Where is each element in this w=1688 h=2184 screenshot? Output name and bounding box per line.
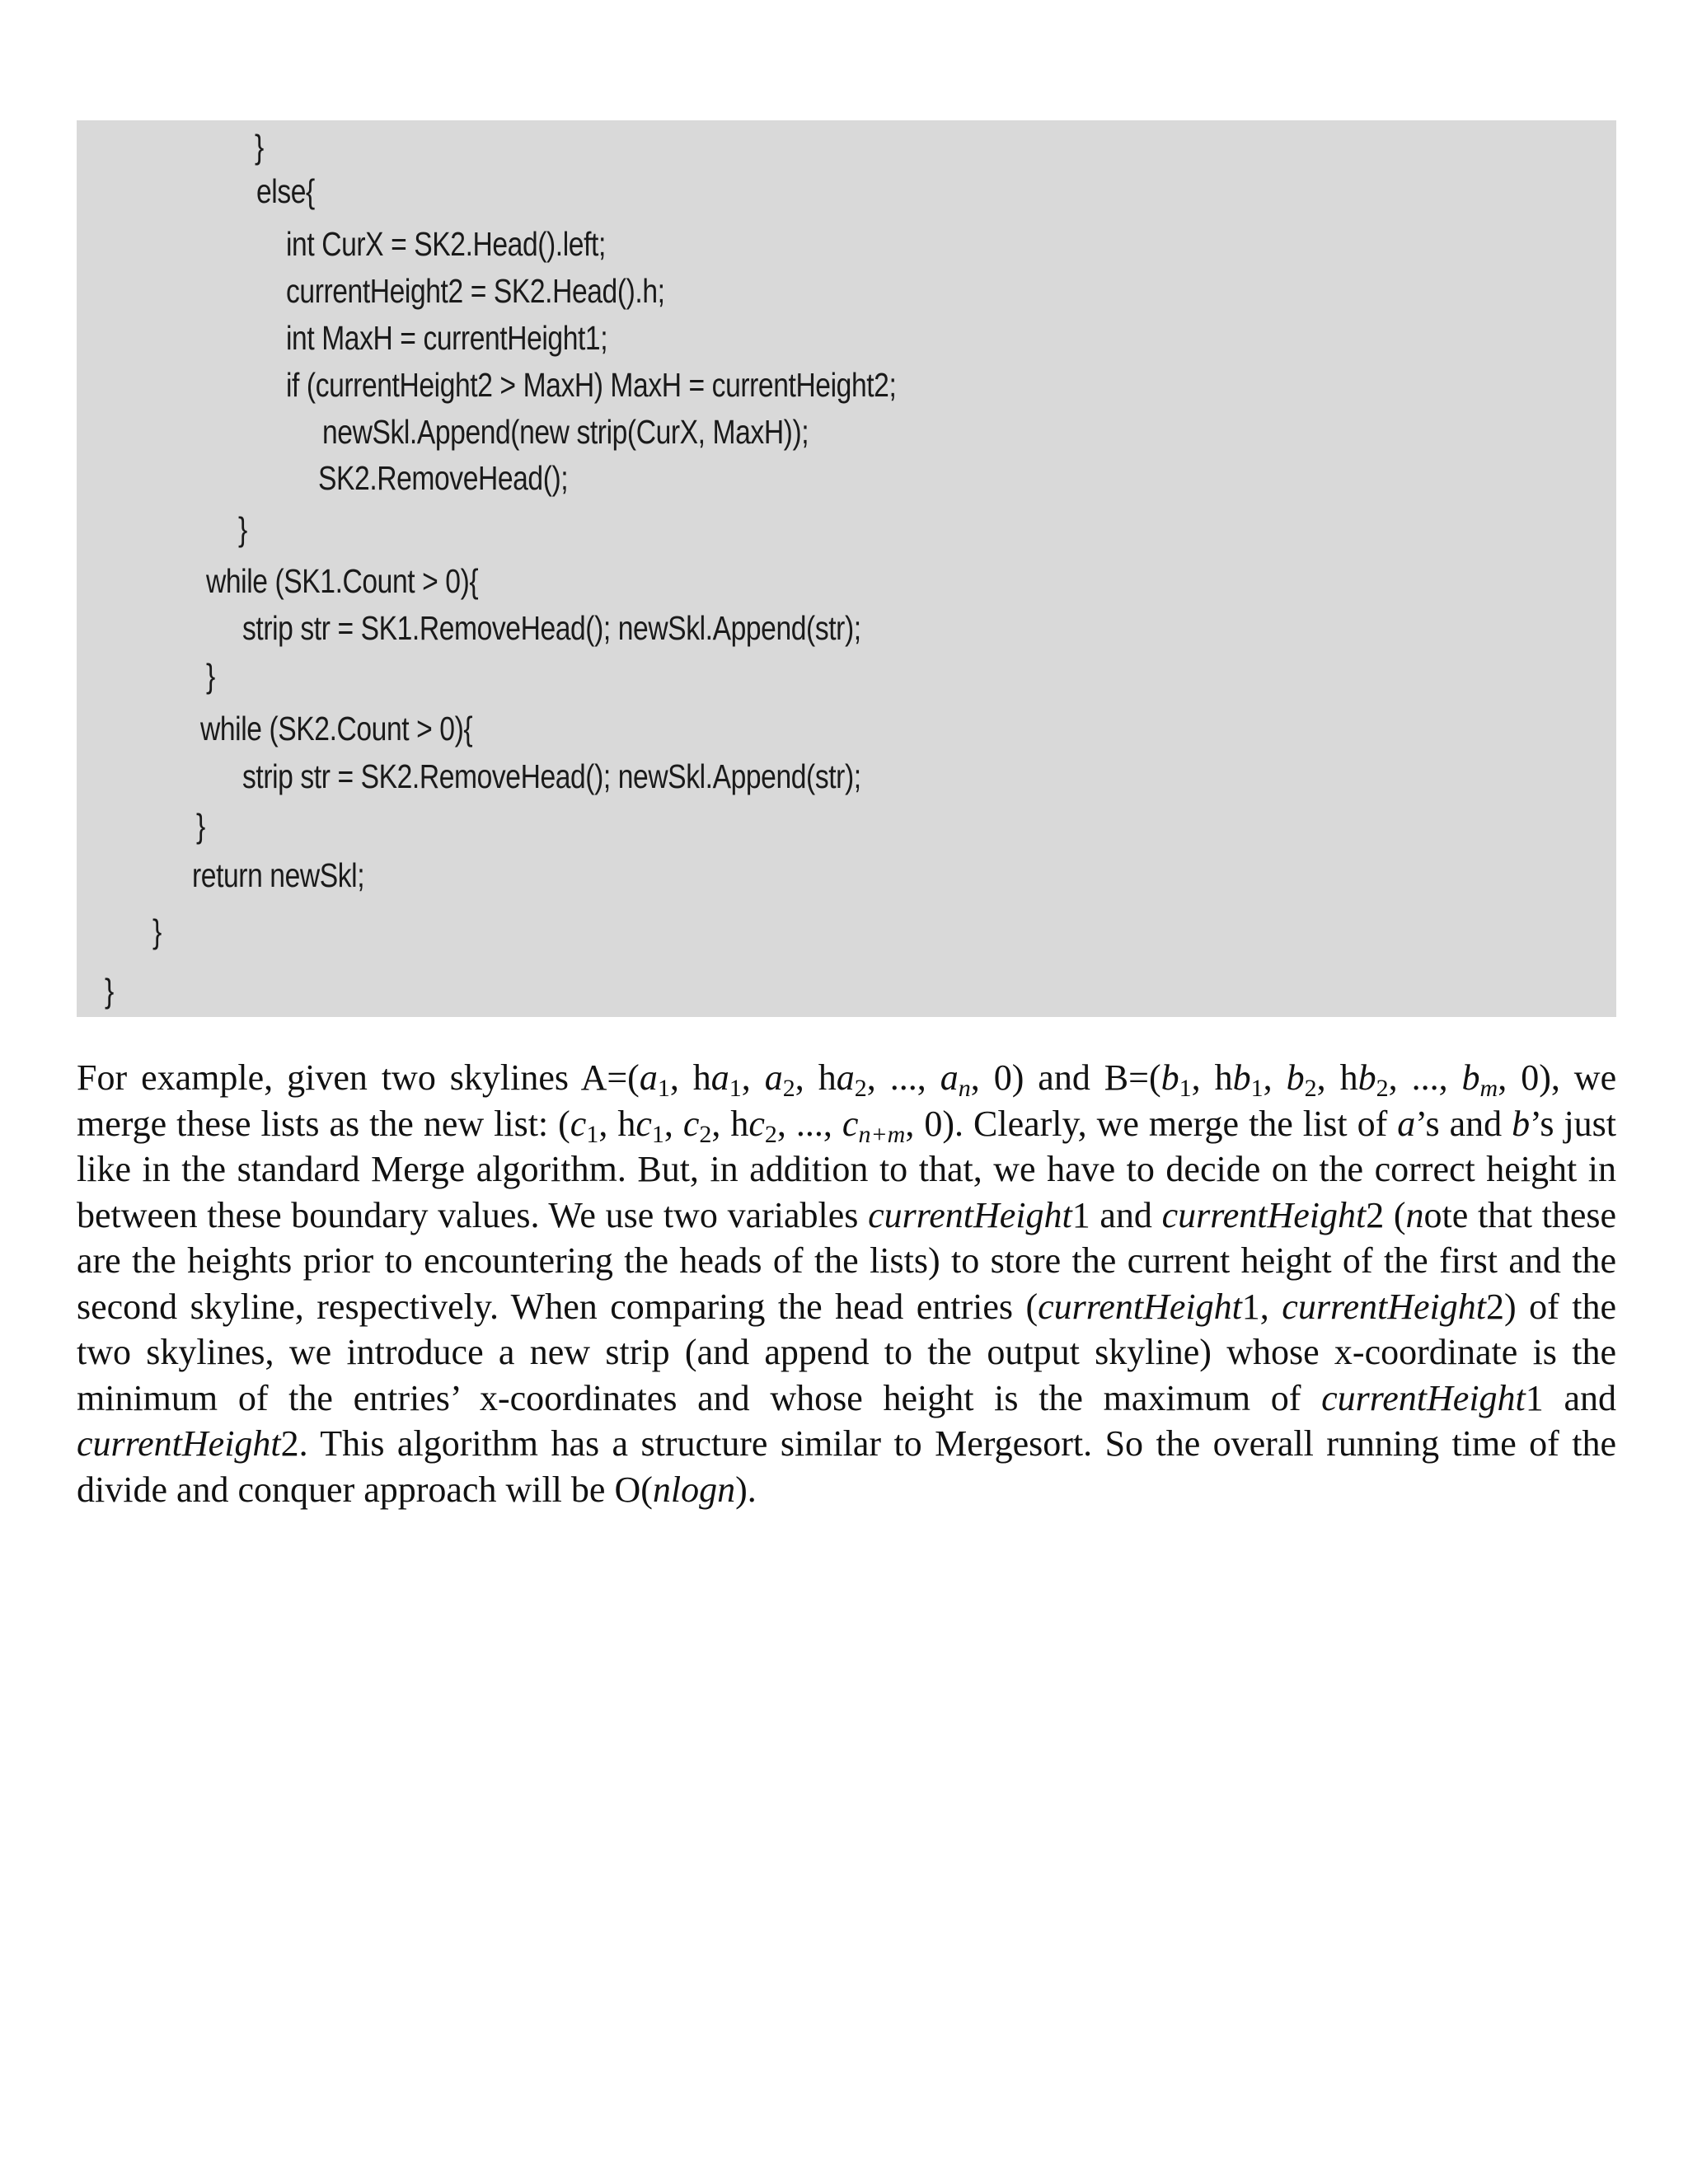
code-line: int CurX = SK2.Head().left;: [286, 225, 606, 263]
subscript: 2: [764, 1120, 777, 1148]
subscript: [1480, 1075, 1498, 1102]
text-run: ).: [735, 1469, 757, 1510]
text-run: ’s just like in the standard Merge algorithm. But, in addition to that, we have to decide on the correct height in between these boundary values. We use two variables: [77, 1103, 1617, 1235]
math-var: n: [958, 1075, 971, 1102]
text-run: ’s and: [1415, 1103, 1512, 1144]
code-line: }: [105, 972, 114, 1010]
subscript: 2: [699, 1120, 712, 1148]
text-run: , h: [1191, 1057, 1233, 1098]
math-var: a: [1397, 1103, 1416, 1144]
text-run: , 0). Clearly, we merge the list of: [905, 1103, 1398, 1144]
text-run: ,: [741, 1057, 765, 1098]
variable-name: currentHeight: [1321, 1377, 1526, 1418]
italic-letter: n: [1405, 1194, 1424, 1235]
text-run: For example, given two skylines A=(: [77, 1057, 640, 1098]
explanation-paragraph: [77, 1055, 1616, 1512]
code-line: else{: [256, 172, 315, 210]
text-run: , h: [1316, 1057, 1358, 1098]
subscript: 2: [1376, 1075, 1389, 1102]
math-var: b: [1232, 1057, 1251, 1098]
math-var: b: [1286, 1057, 1305, 1098]
variable-name: currentHeight: [77, 1423, 281, 1464]
subscript: 1: [1250, 1075, 1264, 1102]
text-run: , ...,: [866, 1057, 940, 1098]
subscript: 1: [1179, 1075, 1192, 1102]
text-run: ,: [663, 1103, 683, 1144]
math-var: c: [748, 1103, 765, 1144]
subscript: 1: [651, 1120, 664, 1148]
text-run: 2 (: [1366, 1194, 1406, 1235]
code-line: }: [255, 128, 264, 166]
subscript: 1: [729, 1075, 742, 1102]
text-run: ,: [1263, 1057, 1287, 1098]
subscript: [959, 1075, 971, 1102]
code-line: strip str = SK2.RemoveHead(); newSkl.Append(str);: [242, 757, 861, 795]
text-run: , ...,: [1388, 1057, 1462, 1098]
subscript: 1: [657, 1075, 670, 1102]
math-var: c: [682, 1103, 700, 1144]
math-var: b: [1357, 1057, 1376, 1098]
subscript: 2: [854, 1075, 867, 1102]
text-run: , 0), we merge these lists as the new list: (: [77, 1057, 1617, 1144]
math-var: a: [639, 1057, 658, 1098]
subscript: 2: [1304, 1075, 1317, 1102]
code-line: }: [196, 807, 205, 845]
text-run: , 0) and B=(: [970, 1057, 1161, 1098]
code-line: strip str = SK1.RemoveHead(); newSkl.Append(str);: [242, 609, 861, 647]
code-line: }: [206, 657, 215, 695]
text-run: , h: [795, 1057, 837, 1098]
code-line: int MaxH = currentHeight1;: [286, 319, 608, 357]
math-var: c: [635, 1103, 652, 1144]
math-var: a: [836, 1057, 855, 1098]
math-var: c: [570, 1103, 587, 1144]
subscript: 2: [782, 1075, 795, 1102]
code-line: newSkl.Append(new strip(CurX, MaxH));: [322, 413, 809, 451]
text-run: 1,: [1241, 1286, 1282, 1327]
math-var: b: [1461, 1057, 1480, 1098]
subscript: [858, 1121, 905, 1148]
code-line: while (SK1.Count > 0){: [206, 562, 479, 600]
code-line: while (SK2.Count > 0){: [200, 710, 473, 748]
text-run: 2) of the two skylines, we introduce a new strip (and append to the output skyline) whose x-coordinate is the minimum of the entries’ x-coordinates and whose height is the maximum of: [77, 1286, 1617, 1418]
math-var: b: [1160, 1057, 1179, 1098]
subscript: 1: [586, 1120, 599, 1148]
math-var: n+m: [858, 1120, 906, 1148]
code-line: }: [152, 912, 162, 950]
math-var: b: [1512, 1103, 1531, 1144]
code-line: if (currentHeight2 > MaxH) MaxH = currentHeight2;: [286, 366, 897, 404]
variable-name: currentHeight: [1282, 1286, 1486, 1327]
variable-name: currentHeight: [1038, 1286, 1242, 1327]
math-var: m: [1479, 1075, 1498, 1102]
code-line: currentHeight2 = SK2.Head().h;: [286, 272, 665, 310]
code-line: return newSkl;: [192, 856, 365, 894]
code-line: }: [238, 510, 247, 548]
text-run: , h: [711, 1103, 749, 1144]
code-line: SK2.RemoveHead();: [318, 459, 569, 497]
complexity-term: nlogn: [652, 1469, 736, 1510]
variable-name: currentHeight: [868, 1194, 1072, 1235]
text-run: 2. This algorithm has a structure similar to Mergesort. So the overall running time of the divide and conquer approach will be O(: [77, 1423, 1616, 1510]
text-run: ote that these are the heights prior to encountering the heads of the lists) to store the current height of the first and the second skyline, respectively. When comparing the head entries (: [77, 1194, 1617, 1327]
math-var: a: [940, 1057, 959, 1098]
math-var: a: [710, 1057, 729, 1098]
text-run: 1 and: [1525, 1377, 1617, 1418]
text-run: , h: [598, 1103, 636, 1144]
text-run: 1 and: [1071, 1194, 1162, 1235]
math-var: c: [842, 1103, 859, 1144]
text-run: , ...,: [776, 1103, 842, 1144]
code-listing-image: [77, 120, 1616, 1017]
variable-name: currentHeight: [1161, 1194, 1367, 1235]
math-var: a: [764, 1057, 783, 1098]
text-run: , h: [669, 1057, 711, 1098]
